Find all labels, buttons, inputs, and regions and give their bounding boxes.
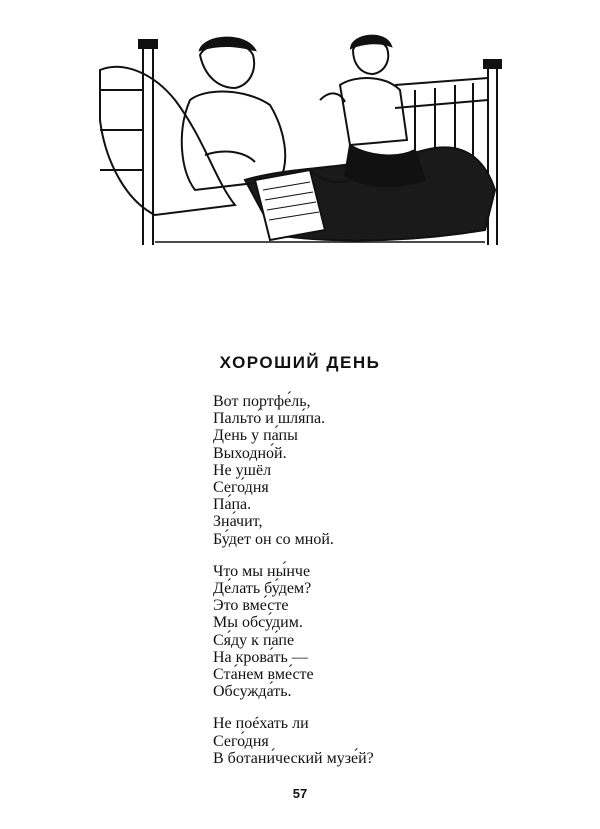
poem-line: Па́па. [213,496,252,514]
poem-line: Вот портфе́ль, [213,393,311,410]
poem-line: Обсужда́ть. [213,683,292,701]
poem-body [213,393,374,782]
poem-line: Ся́ду к па́пе [213,631,295,649]
poem-line: Что мы ны́нче [213,562,311,580]
poem-line: Пальто́ и шля́па. [213,410,326,428]
poem-title: ХОРОШИЙ ДЕНЬ [219,353,381,372]
poem-line: Де́лать бу́дем? [213,580,312,598]
poem-line: Мы обсу́дим. [213,614,303,632]
stanza [213,563,374,701]
poem-line: Не ушёл [213,461,272,479]
stanza [213,393,374,548]
stanza [213,715,374,767]
page-number: 57 [292,786,308,801]
poem-line: Сего́дня [213,479,269,497]
poem-line: День у па́пы [213,427,298,445]
poem-line: В ботани́ческий музе́й? [213,749,374,767]
poem-line: Выходно́й. [213,444,287,462]
father-and-son-on-bed-illustration [95,30,515,265]
poem-line: Сего́дня [213,732,269,750]
poem-line: На крова́ть — [213,648,308,666]
poem-line: Это вме́сте [213,597,289,615]
poem-line: Бу́дет он со мной. [213,530,334,548]
poem-line: Зна́чит, [213,513,263,531]
poem-line: Не поéхать ли [213,715,309,733]
poem-line: Ста́нем вме́сте [213,666,314,684]
